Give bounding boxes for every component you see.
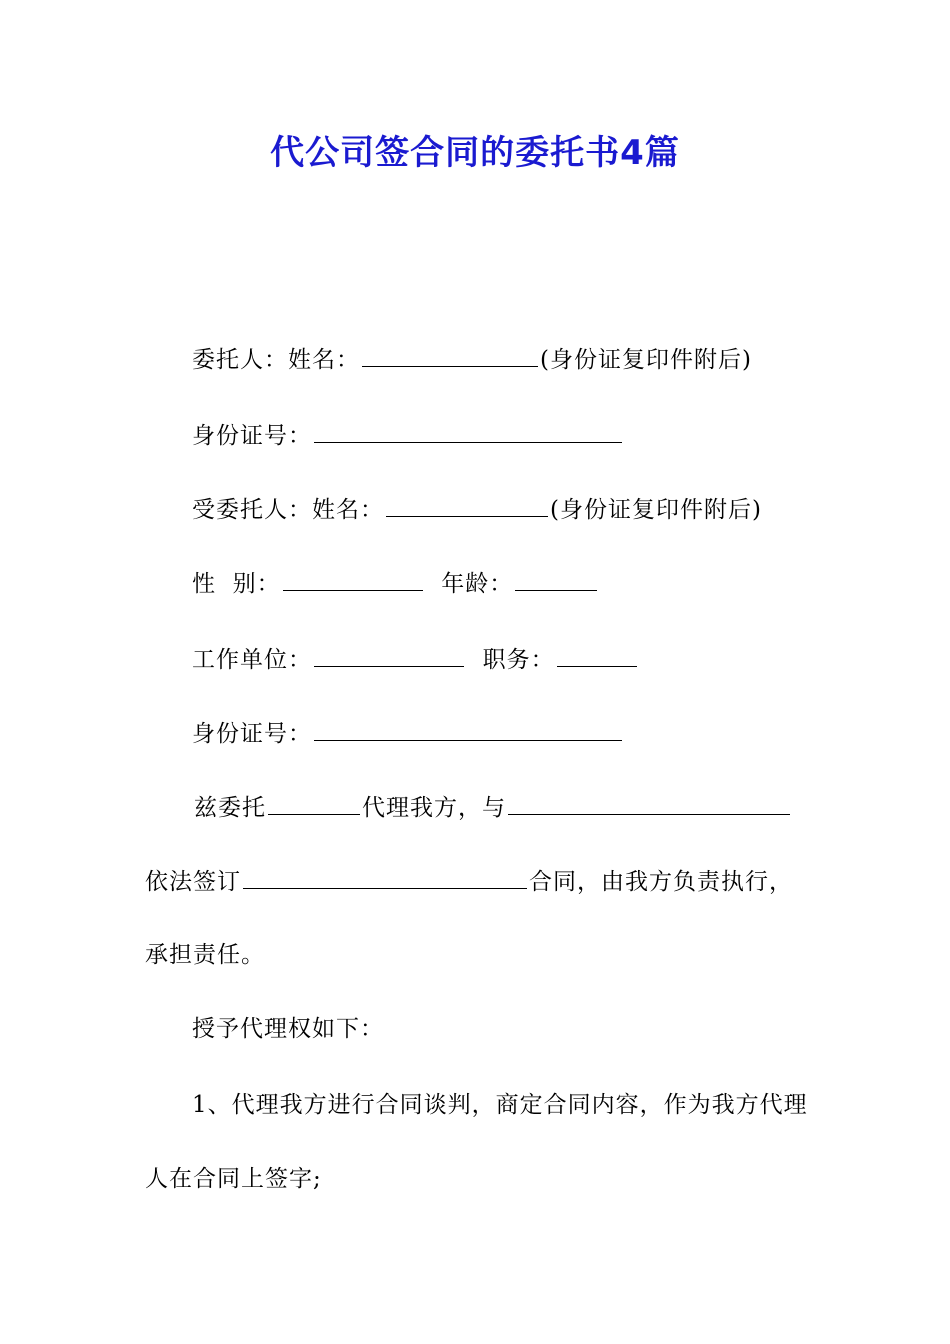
authority-item-1-text: 1、代理我方进行合同谈判，商定合同内容，作为我方代理	[192, 1092, 808, 1118]
workplace-label: 工作单位：	[192, 647, 312, 673]
entrust-line	[194, 790, 792, 825]
agent-name-label: 受委托人：姓名：	[192, 497, 384, 523]
agent-id-copy-note: (身份证复印件附后)	[550, 497, 762, 523]
authority-heading-line	[192, 1012, 384, 1046]
authority-heading: 授予代理权如下：	[192, 1016, 384, 1042]
authority-item-1-cont-line	[145, 1162, 322, 1196]
id-copy-note: (身份证复印件附后)	[540, 347, 752, 373]
agent-id-line	[192, 716, 624, 751]
principal-name-line	[192, 342, 752, 377]
entrust-prefix: 兹委托	[194, 795, 266, 821]
principal-id-label: 身份证号：	[192, 423, 312, 449]
contract-name-blank	[243, 864, 527, 889]
principal-id-line	[192, 418, 624, 453]
position-label: 职务：	[482, 647, 555, 673]
gender-blank	[283, 566, 423, 591]
position-blank	[557, 642, 637, 667]
sign-contract-suffix: 合同，由我方负责执行，	[529, 869, 793, 895]
sign-contract-line	[145, 864, 793, 899]
agent-id-label: 身份证号：	[192, 721, 312, 747]
responsibility-line	[145, 938, 265, 972]
gender-label: 性 别：	[192, 571, 281, 597]
workplace-line	[192, 642, 639, 677]
sign-contract-prefix: 依法签订	[145, 869, 241, 895]
entrust-party-blank	[508, 790, 790, 815]
entrust-middle: 代理我方，与	[362, 795, 506, 821]
principal-name-label: 委托人：姓名：	[192, 347, 360, 373]
entrust-agent-blank	[268, 790, 360, 815]
principal-name-blank	[362, 342, 538, 367]
age-blank	[515, 566, 597, 591]
authority-item-1-cont-text: 人在合同上签字;	[145, 1166, 322, 1192]
responsibility-text: 承担责任。	[145, 942, 265, 968]
authority-item-1-line	[192, 1088, 808, 1122]
agent-name-blank	[386, 492, 548, 517]
workplace-blank	[314, 642, 464, 667]
gender-age-line	[192, 566, 599, 601]
age-label: 年龄：	[441, 571, 514, 597]
principal-id-blank	[314, 418, 622, 443]
agent-id-blank	[314, 716, 622, 741]
agent-name-line	[192, 492, 762, 527]
document-title: 代公司签合同的委托书4篇	[270, 133, 680, 173]
